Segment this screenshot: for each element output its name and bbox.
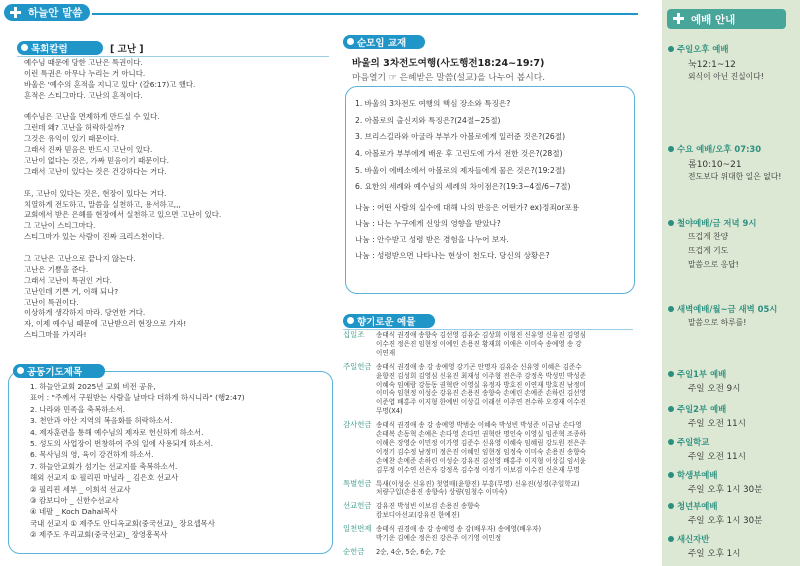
sidebar-section-item: 뜨겁게 기도: [688, 246, 729, 255]
column-line: 고난인데 기쁜 거, 이해 되나?: [24, 286, 119, 296]
column-line: 고난이 특권이다.: [24, 297, 79, 307]
prayer-line: 해외 선교지 ① 필리핀 마닐라 _ 김은호 선교사: [30, 473, 179, 483]
offering-line: 강유진 박성빈 이보검 손용진 송향숙: [376, 502, 480, 511]
study-question: 5. 바울이 에베소에서 아볼로의 제자들에게 물은 것은?(19:2절): [355, 165, 566, 175]
offering-line: 윤향진 김성희 김영심 신유진 최재성 이주형 전은주 강정옥 박성민 박성준: [376, 371, 586, 380]
prayer-line: ② 필리핀 세부 _ 이희석 선교사: [30, 484, 131, 494]
bullet-dot-icon: [668, 146, 674, 152]
study-questions: [355, 96, 630, 196]
offering-group-label: 감사헌금: [343, 420, 372, 430]
column-underline: [17, 56, 329, 57]
column-line: 교회에서 받은 은혜를 현장에서 실천하고 있으면 고난이 있다.: [24, 210, 222, 220]
column-line: 또, 고난이 있다는 것은, 현장이 있다는 거다.: [24, 188, 167, 198]
sidebar-title: 예배 안내: [691, 13, 736, 26]
column-line: 고난은 기쁨을 준다.: [24, 264, 89, 274]
offering-line: 특새(이성순 신유진) 첫열매(윤향진) 부흥(무명) 신유진(성경(주일학교): [376, 479, 580, 488]
offering-group-label: 십일조: [343, 330, 365, 339]
sharing-item: 나눔 : 안수받고 성령 받은 경험을 나누어 보자.: [355, 235, 509, 244]
offering-line: 이해은 장영순 이민정 이가영 김준수 신유영 이혜숙 임혜림 강도원 전은주: [376, 438, 586, 447]
prayer-line: 6. 목사님의 영, 육이 강건하게 하소서.: [30, 450, 154, 460]
column-line: 바울은 '예수의 흔적을 지니고 있다' (갈6:17)고 했다.: [24, 79, 196, 89]
bullet-dot-icon: [347, 38, 354, 45]
sidebar-section-title: 새신자반: [677, 534, 710, 544]
column-line: [24, 243, 329, 254]
column-line: [24, 102, 329, 113]
bullet-dot-icon: [668, 439, 674, 445]
sidebar-section-title: 주일오후 예배: [677, 44, 729, 54]
prayer-line: 표어 : "주께서 구원받는 사람을 날마다 더하게 하시니라" (행2:47): [30, 393, 245, 403]
offering-group-label: 특별헌금: [343, 478, 372, 488]
column-line: 예수님은 고난을 면제하게 만드실 수 있다.: [24, 112, 160, 122]
column-line: 그것은 유익이 있기 때문이다.: [24, 134, 120, 144]
bullet-dot-icon: [347, 317, 354, 324]
bullet-dot-icon: [668, 220, 674, 226]
sharing-item: 나눔 : 나는 누구에게 신앙의 영향을 받았나?: [355, 219, 501, 228]
offering-group-label: 선교헌금: [343, 501, 372, 511]
header-title: 하늘안 말씀: [28, 7, 83, 19]
sidebar-section-title: 새벽예배/월~금 새벽 05시: [677, 304, 778, 314]
column-line: 흔적은 스티그마다. 고난의 흔적이다.: [24, 90, 143, 100]
prayer-line: 2. 나라와 민족을 축복하소서.: [30, 404, 125, 414]
prayer-line: 5. 성도의 사업장이 번창하여 주의 일에 사용되게 하소서.: [30, 438, 213, 448]
sidebar-section-item: 주일 오후 1시 30분: [688, 516, 763, 526]
study-question: 4. 아볼로가 부부에게 배운 후 고린도에 가서 전한 것은?(28절): [355, 149, 563, 159]
offering-line: 송태식 권경애 송향숙 김선영 김유순 김상희 이형진 신유영 신유진 김영심: [376, 331, 586, 339]
sidebar-section-item: 외식이 아닌 진실이다!: [688, 72, 764, 81]
offering-line: 이혜숙 임예람 강동동 권혁란 이영실 유정자 방호진 이연재 방호진 남정미: [376, 380, 586, 389]
study-title: 순모임 교재: [357, 38, 407, 49]
column-line: 치열하게 전도하고, 말씀을 실천하고, 용서하고,,,: [24, 199, 181, 209]
offering-line: 이수진 정은진 임현정 이예인 손용진 황재희 이애은 이미숙 송예영 송 강: [376, 339, 582, 348]
offering-line: 박기운 김예순 정은진 강은주 이기영 이민정: [376, 534, 502, 542]
sidebar-section-title: 수요 예배/오후 07:30: [677, 144, 762, 154]
sidebar-section-title: 주일1부 예배: [677, 369, 727, 379]
bullet-dot-icon: [668, 536, 674, 542]
sidebar-section-item: 주일 오전 11시: [688, 419, 746, 429]
sidebar-section-title: 청년부예배: [677, 501, 718, 511]
header-pill: [4, 4, 90, 21]
bullet-dot-icon: [668, 503, 674, 509]
prayer-line: ② 제주도 우리교회(중국선교)_ 장영흥목사: [30, 530, 168, 540]
offering-line: 송태식 권경애 송 강 송예영 송 강(배우자) 송예영(배우자): [376, 525, 542, 534]
offering-group-label: 일천번제: [343, 524, 372, 534]
sidebar-section-title: 학생부예배: [677, 470, 718, 480]
column-line: 고난이 없다는 것은, 가짜 믿음이기 때문이다.: [24, 156, 169, 166]
column-title-pill: [17, 41, 103, 55]
sidebar-section-item: 전도보다 위대한 일은 없다!: [688, 172, 782, 181]
prayer-line: 3. 천안과 아산 지역의 복음화를 허락하소서.: [30, 416, 173, 426]
offering-group-label: 주일헌금: [343, 361, 372, 371]
study-heading: 바울의 3차전도여행(사도행전18:24~19:7): [352, 58, 545, 69]
bullet-dot-icon: [668, 306, 674, 312]
offering-line: 2순, 4순, 5순, 6순, 7순: [376, 547, 446, 556]
offering-line: 김무정 이수연 선은자 강정옥 김수정 이정기 이보검 이수진 신은재 무명: [376, 465, 580, 474]
column-line: 그런데 왜? 고난을 허락하실까?: [24, 123, 125, 133]
offering-line: 이미숙 임현정 이성순 강유진 손용진 송향숙 손예린 손예준 손하린 김선영: [376, 389, 586, 398]
study-subheading: 마음열기 ☞ 은혜받은 말씀(설교)을 나누어 봅시다.: [352, 73, 545, 83]
offering-title: 향기로운 예물: [357, 317, 416, 328]
sharing-item: 나눔 : 어떤 사람의 실수에 대해 나의 반응은 어떤가? ex)정죄or포용: [355, 203, 580, 212]
column-title: 목회칼럼: [31, 44, 68, 55]
offering-line: 손예찬 손예준 손하린 이성순 강유진 김선영 배홍주 이지형 이상길 임서윤: [376, 456, 586, 465]
column-line: 예수님 때문에 당한 고난은 특권이다.: [24, 58, 143, 67]
study-sharing: [355, 200, 630, 264]
offering-line: 송태식 권경애 송 강 송예영 박범순 이혜숙 박성빈 박성준 이금남 손다영: [376, 421, 582, 430]
column-body: [24, 58, 329, 341]
sidebar-section-title: 주일2부 예배: [677, 404, 727, 414]
column-line: 그래서 고난이 있다는 것은 건강하다는 거다.: [24, 166, 167, 176]
bullet-dot-icon: [668, 472, 674, 478]
prayer-line: 국내 선교지 ① 제주도 안디옥교회(중국선교)_ 장요셉목사: [30, 518, 215, 528]
sidebar-section-item: 롬10:10~21: [688, 160, 742, 170]
column-line: 스티그마를 가지라!: [24, 330, 87, 340]
sidebar-section-item: 눅12:1~12: [688, 60, 736, 70]
offering-line: 처량구입(손용진 송향숙) 상량(임청수 이미숙): [376, 488, 508, 497]
prayer-line: ④ 네팔 _ Koch Dahal목사: [30, 507, 118, 517]
sidebar-section-item: 주일 오후 1시 30분: [688, 485, 763, 495]
sidebar-section-item: 말씀으로 응답!: [688, 260, 739, 269]
sharing-item: 나눔 : 성령받으면 나타나는 현상이 천도다. 당신의 상황은?: [355, 251, 550, 260]
sidebar-section-item: 말씀으로 하루를!: [688, 318, 747, 327]
prayer-line: ③ 캄보디아 _ 신한수선교사: [30, 495, 119, 505]
offering-line: 손태복 손동혁 손예은 손다영 손다민 권혁란 명인숙 이영실 임준혁 조종하: [376, 430, 586, 438]
study-question: 3. 브리스길라와 아굴라 부부가 아볼로에게 일러준 것은?(26절): [355, 132, 566, 142]
sidebar-section-item: 뜨겁게 찬양: [688, 232, 729, 241]
sidebar-section-item: 주일 오전 9시: [688, 384, 741, 394]
bullet-dot-icon: [21, 44, 28, 51]
cross-icon: [673, 13, 684, 24]
sidebar-section-item: 주일 오후 1시: [688, 549, 741, 559]
offering-underline: [343, 329, 633, 330]
column-line: 자, 이제 예수님 때문에 고난받으러 현장으로 가자!: [24, 319, 187, 329]
bullet-dot-icon: [668, 406, 674, 412]
prayer-title: 공동기도제목: [27, 367, 83, 378]
prayer-title-pill: [13, 364, 105, 378]
sidebar-section-title: 철야예배/금 저녁 9시: [677, 218, 757, 228]
offering-line: 이연재: [376, 348, 396, 357]
bullet-dot-icon: [17, 367, 24, 374]
offering-line: 이정기 김수정 남정미 정은진 이혜인 임현정 임정숙 이미숙 손용진 송향숙: [376, 447, 586, 456]
study-question: 1. 바울의 3차전도 여행의 핵심 장소와 특징은?: [355, 99, 511, 108]
offering-line: 이준엽 배홍주 이지형 한예빈 이상길 이래선 이주연 전수하 오경재 이수진: [376, 398, 586, 407]
prayer-line: 4. 제자훈련을 통해 예수님의 제자로 헌신하게 하소서.: [30, 427, 204, 437]
cross-icon: [10, 7, 21, 18]
sidebar-section-title: 주일학교: [677, 437, 710, 447]
sidebar-title-pill: [667, 9, 786, 29]
bullet-dot-icon: [668, 46, 674, 52]
sidebar-section-item: 주일 오전 11시: [688, 452, 746, 462]
prayer-body: [30, 381, 330, 540]
column-line: [24, 178, 329, 189]
column-line: 그래서 고난이 특권인 거다.: [24, 275, 112, 285]
offering-title-pill: [343, 314, 435, 328]
study-question: 6. 요한의 세례와 예수님의 세례의 차이점은?(19:3~4절/6~7절): [355, 182, 571, 192]
header-bar: [0, 0, 650, 26]
prayer-line: 1. 하늘안교회 2025년 교회 비전 공유,: [30, 382, 156, 391]
column-subtitle: [ 고난 ]: [110, 44, 144, 55]
column-line: 이상하게 생각하지 마라. 당연한 거다.: [24, 308, 146, 318]
column-line: 이런 특권은 아무나 누리는 거 아니다.: [24, 68, 146, 78]
column-line: 그래서 진짜 믿음은 반드시 고난이 있다.: [24, 145, 153, 155]
study-question: 2. 아볼로의 출신지와 특징은?(24절~25절): [355, 115, 501, 125]
bullet-dot-icon: [668, 371, 674, 377]
offering-line: 캄보디아선교(강유진 한예진): [376, 511, 460, 520]
offering-line: 송태식 권경애 송 강 송예영 강기곤 안명자 김유순 신유영 이혜은 김준수: [376, 362, 582, 371]
column-line: 그 고난이 스티그마다.: [24, 221, 96, 231]
prayer-line: 7. 하늘안교회가 섬기는 선교지를 축복하소서.: [30, 461, 178, 471]
sidebar: [662, 0, 800, 566]
offering-line: 무명(X4): [376, 407, 403, 416]
column-line: 그 고난은 고난으로 끝나지 않는다.: [24, 254, 136, 264]
column-line: 스티그마가 있는 사람이 진짜 크리스천이다.: [24, 232, 165, 242]
header-divider: [92, 13, 638, 15]
study-title-pill: [343, 35, 425, 49]
offering-group-label: 순헌금: [343, 546, 365, 556]
